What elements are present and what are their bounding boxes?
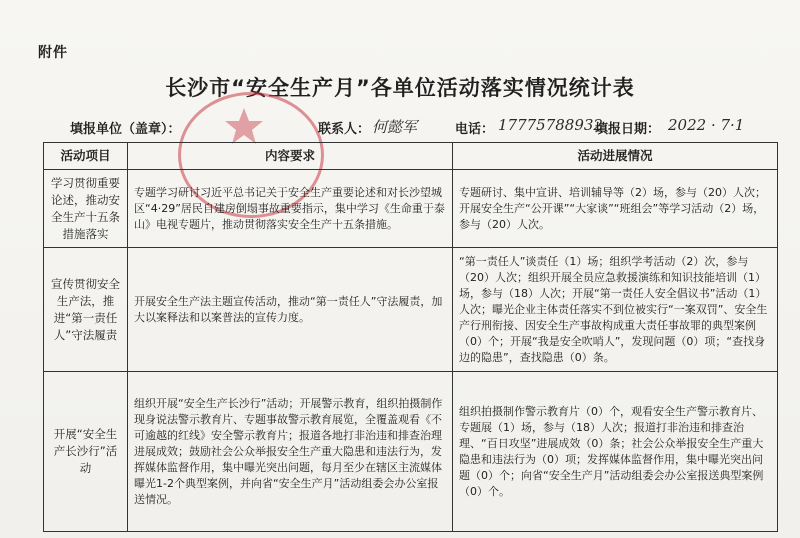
- table-row: [44, 248, 778, 372]
- requirement-cell: 组织开展“安全生产长沙行”活动；开展警示教育，组织拍摄制作现身说法警示教育片、专题事故警示教育展览，全覆盖观看《不可逾越的红线》安全警示教育片；报道各地打非治违和排查治理进展成效；鼓励社会公众举报安全生产重大隐患和违法行为，发挥媒体监督作用，集中曝光突出问题，每月至少在辖区主流媒体曝光1-2个典型案例，并向省“安全生产月”活动组委会办公室报送情况。: [128, 372, 453, 532]
- activity-item-cell: 学习贯彻重要论述，推动安全生产十五条措施落实: [44, 170, 128, 248]
- activity-item-cell: 宣传贯彻安全生产法，推进“第一责任人”守法履责: [44, 248, 128, 372]
- form-fill-row: [0, 118, 800, 140]
- progress-cell: “第一责任人”谈责任（1）场；组织学考活动（2）次，参与（20）人次；组织开展全员应急救援演练和知识技能培训（1）场，参与（18）人次；开展“第一责任人安全倡议书”活动（1）人次；曝光企业主体责任落实不到位被实行“一案双罚”、安全生产行刑衔接、因安全生产事故构成重大责任事故罪的典型案例（0）个；开展“我是安全吹哨人”，发现问题（0）项；“查找身边的隐患”，查找隐患（0）条。: [453, 248, 778, 372]
- header-activity-item: 活动项目: [44, 143, 128, 170]
- header-activity-progress: 活动进展情况: [453, 143, 778, 170]
- phone-value: 17775788932: [498, 116, 603, 134]
- date-label: 填报日期：: [595, 122, 661, 137]
- activity-item-cell: 开展“安全生产长沙行”活动: [44, 372, 128, 532]
- table-row: [44, 170, 778, 248]
- statistics-table: [43, 142, 778, 532]
- progress-cell: 专题研讨、集中宣讲、培训辅导等（2）场，参与（20）人次；开展安全生产“公开课”“大家谈”“班组会”等学习活动（2）场，参与（20）人次。: [453, 170, 778, 248]
- attachment-label: 附件: [38, 45, 68, 61]
- contact-value: 何懿军: [372, 118, 418, 136]
- requirement-cell: 开展安全生产法主题宣传活动，推动“第一责任人”守法履责，加大以案释法和以案普法的宣传力度。: [128, 248, 453, 372]
- table-row: [44, 372, 778, 532]
- requirement-cell: 专题学习研讨习近平总书记关于安全生产重要论述和对长沙望城区“4·29”居民自建房倒塌事故重要指示，集中学习《生命重于泰山》电视专题片，推动贯彻落实安全生产十五条措施。: [128, 170, 453, 248]
- contact-label: 联系人：: [318, 122, 371, 137]
- unit-label: 填报单位（盖章）：: [70, 122, 181, 137]
- header-content-requirement: 内容要求: [128, 143, 453, 170]
- page-title: 长沙市“安全生产月”各单位活动落实情况统计表: [165, 76, 635, 100]
- progress-cell: 组织拍摄制作警示教育片（0）个，观看安全生产警示教育片、专题展（1）场，参与（18）人次；报道打非治违和排查治理、“百日攻坚”进展成效（0）条；社会公众举报安全生产重大隐患和违法行为（0）项；发挥媒体监督作用，集中曝光突出问题（0）个；向省“安全生产月”活动组委会办公室报送典型案例（0）个。: [453, 372, 778, 532]
- phone-label: 电话：: [455, 122, 495, 137]
- date-value: 2022 · 7·1: [668, 116, 745, 134]
- table-header-row: [44, 143, 778, 170]
